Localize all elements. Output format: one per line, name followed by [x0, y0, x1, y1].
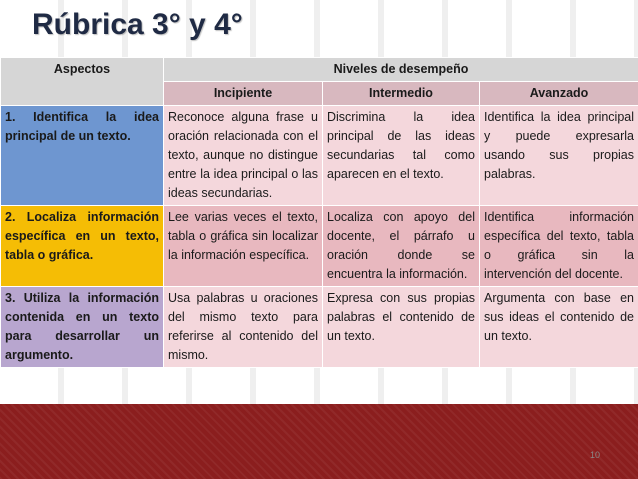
page-number: 10: [589, 450, 600, 460]
header-intermedio: Intermedio: [323, 82, 480, 106]
aspect-cell: 3. Utiliza la información contenida en un texto para desarrollar un argumento.: [1, 287, 164, 368]
header-aspectos: Aspectos: [1, 58, 164, 106]
avanzado-cell: Argumenta con base en sus ideas el contenido de un texto.: [480, 287, 638, 368]
incipiente-cell: Usa palabras u oraciones del mismo texto para referirse al contenido del mismo.: [164, 287, 323, 368]
intermedio-cell: Discrimina la idea principal de las ideas secundarias tal como aparecen en el texto.: [323, 106, 480, 206]
table-row: [1, 287, 638, 368]
header-niveles: Niveles de desempeño: [164, 58, 638, 82]
rubric-table: [0, 57, 638, 368]
footer-bar: [0, 404, 638, 479]
incipiente-cell: Reconoce alguna frase u oración relacionada con el texto, aunque no distingue entre la idea principal o las ideas secundarias.: [164, 106, 323, 206]
incipiente-cell: Lee varias veces el texto, tabla o gráfica sin localizar la información específica.: [164, 206, 323, 287]
avanzado-cell: Identifica la idea principal y puede expresarla usando sus propias palabras.: [480, 106, 638, 206]
aspect-cell: 1. Identifica la idea principal de un texto.: [1, 106, 164, 206]
header-avanzado: Avanzado: [480, 82, 638, 106]
header-incipiente: Incipiente: [164, 82, 323, 106]
aspect-cell: 2. Localiza información específica en un texto, tabla o gráfica.: [1, 206, 164, 287]
intermedio-cell: Localiza con apoyo del docente, el párrafo u oración donde se encuentra la información.: [323, 206, 480, 287]
header-row-1: [1, 58, 638, 82]
avanzado-cell: Identifica información específica del texto, tabla o gráfica sin la intervención del docente.: [480, 206, 638, 287]
table-row: [1, 106, 638, 206]
table-row: [1, 206, 638, 287]
slide-title: Rúbrica 3° y 4°: [32, 8, 243, 41]
intermedio-cell: Expresa con sus propias palabras el contenido de un texto.: [323, 287, 480, 368]
